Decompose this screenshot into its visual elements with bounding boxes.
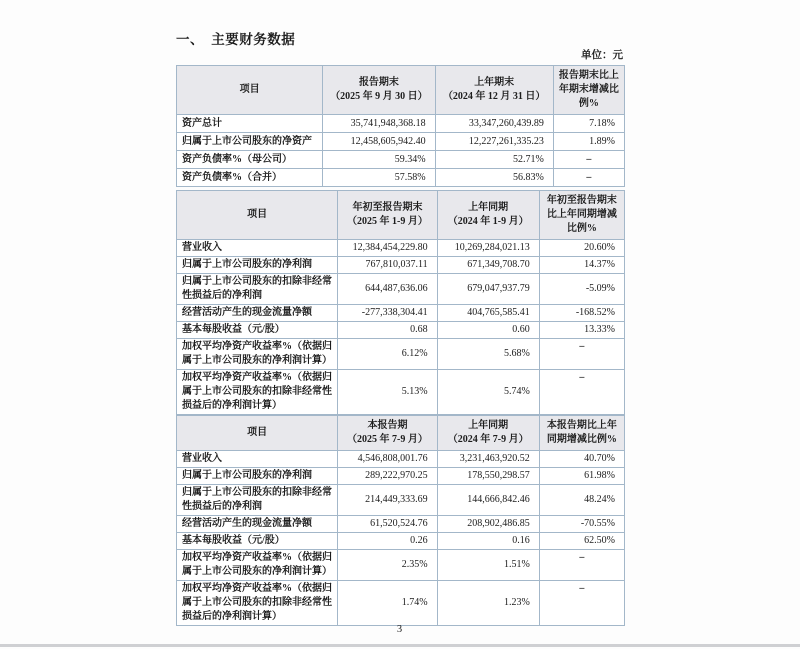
table-row (177, 240, 625, 257)
cell-value: 61.98% (539, 468, 624, 485)
table-row (177, 339, 625, 370)
row-label: 加权平均净资产收益率%（依据归属于上市公司股东的净利润计算） (177, 339, 338, 370)
cell-value: 2.35% (338, 550, 437, 581)
cell-value: 61,520,524.76 (338, 516, 437, 533)
cell-value: 671,349,708.70 (437, 257, 539, 274)
row-label: 基本每股收益（元/股） (177, 533, 338, 550)
row-label: 加权平均净资产收益率%（依据归属于上市公司股东的扣除非经常性损益后的净利润计算） (177, 370, 338, 415)
cell-value: 12,384,454,229.80 (338, 240, 437, 257)
cell-value: 5.74% (437, 370, 539, 415)
cell-value: 14.37% (539, 257, 624, 274)
cell-value: 5.13% (338, 370, 437, 415)
cell-value: 13.33% (539, 322, 624, 339)
cell-value: 35,741,948,368.18 (323, 115, 435, 133)
cell-value: 144,666,842.46 (437, 485, 539, 516)
cell-value: 1.51% (437, 550, 539, 581)
table-header-row (177, 66, 625, 115)
table-row (177, 468, 625, 485)
row-label: 归属于上市公司股东的净利润 (177, 468, 338, 485)
table-row (177, 581, 625, 626)
table-row (177, 451, 625, 468)
cell-value: 5.68% (437, 339, 539, 370)
column-header: 年初至报告期末 比上年同期增减 比例% (539, 191, 624, 240)
cell-value: -70.55% (539, 516, 624, 533)
row-label: 资产总计 (177, 115, 323, 133)
cell-value: 62.50% (539, 533, 624, 550)
row-label: 归属于上市公司股东的扣除非经常性损益后的净利润 (177, 485, 338, 516)
cell-value: 1.23% (437, 581, 539, 626)
cell-value: 59.34% (323, 151, 435, 169)
row-label: 归属于上市公司股东的净资产 (177, 133, 323, 151)
cell-value: 0.60 (437, 322, 539, 339)
cell-value: – (539, 370, 624, 415)
cell-value: 178,550,298.57 (437, 468, 539, 485)
table-row (177, 151, 625, 169)
cell-value: -277,338,304.41 (338, 305, 437, 322)
cell-value: 52.71% (435, 151, 553, 169)
table-header-row (177, 416, 625, 451)
cell-value: 679,047,937.79 (437, 274, 539, 305)
table-row (177, 115, 625, 133)
cell-value: 33,347,260,439.89 (435, 115, 553, 133)
cell-value: 767,810,037.11 (338, 257, 437, 274)
table-row (177, 305, 625, 322)
row-label: 营业收入 (177, 240, 338, 257)
cell-value: 20.60% (539, 240, 624, 257)
cell-value: -5.09% (539, 274, 624, 305)
column-header: 项目 (177, 66, 323, 115)
section-title: 一、 主要财务数据 (176, 32, 296, 47)
row-label: 营业收入 (177, 451, 338, 468)
table-row (177, 533, 625, 550)
row-label: 归属于上市公司股东的扣除非经常性损益后的净利润 (177, 274, 338, 305)
column-header: 上年期末 （2024 年 12 月 31 日） (435, 66, 553, 115)
cell-value: 7.18% (553, 115, 624, 133)
table-row (177, 169, 625, 187)
column-header: 项目 (177, 416, 338, 451)
cell-value: – (539, 581, 624, 626)
cell-value: 1.74% (338, 581, 437, 626)
row-label: 经营活动产生的现金流量净额 (177, 516, 338, 533)
column-header: 本报告期比上年 同期增减比例% (539, 416, 624, 451)
row-label: 归属于上市公司股东的净利润 (177, 257, 338, 274)
table-row (177, 370, 625, 415)
table-row (177, 550, 625, 581)
cell-value: 208,902,486.85 (437, 516, 539, 533)
unit-label: 单位：元 (581, 50, 623, 61)
table-row (177, 274, 625, 305)
cell-value: 404,765,585.41 (437, 305, 539, 322)
row-label: 基本每股收益（元/股） (177, 322, 338, 339)
cell-value: 12,458,605,942.40 (323, 133, 435, 151)
column-header: 上年同期 （2024 年 1-9 月） (437, 191, 539, 240)
row-label: 加权平均净资产收益率%（依据归属于上市公司股东的扣除非经常性损益后的净利润计算） (177, 581, 338, 626)
page-bottom-edge-line (0, 644, 800, 647)
column-header: 上年同期 （2024 年 7-9 月） (437, 416, 539, 451)
cell-value: 12,227,261,335.23 (435, 133, 553, 151)
table-row (177, 516, 625, 533)
cell-value: 0.16 (437, 533, 539, 550)
table-row (177, 322, 625, 339)
financial-table-year-to-date (176, 190, 625, 415)
column-header: 本报告期 （2025 年 7-9 月） (338, 416, 437, 451)
cell-value: 289,222,970.25 (338, 468, 437, 485)
cell-value: 10,269,284,021.13 (437, 240, 539, 257)
table-header-row (177, 191, 625, 240)
financial-table-period-end (176, 65, 625, 187)
page-number: 3 (396, 624, 403, 635)
cell-value: – (539, 339, 624, 370)
cell-value: 214,449,333.69 (338, 485, 437, 516)
cell-value: 1.89% (553, 133, 624, 151)
table-row (177, 133, 625, 151)
cell-value: 6.12% (338, 339, 437, 370)
column-header: 报告期末 （2025 年 9 月 30 日） (323, 66, 435, 115)
column-header: 报告期末比上 年期末增减比 例% (553, 66, 624, 115)
cell-value: 644,487,636.06 (338, 274, 437, 305)
financial-table-current-quarter (176, 415, 625, 626)
cell-value: 48.24% (539, 485, 624, 516)
cell-value: 0.68 (338, 322, 437, 339)
row-label: 资产负债率%（母公司） (177, 151, 323, 169)
cell-value: 4,546,808,001.76 (338, 451, 437, 468)
table-row (177, 485, 625, 516)
cell-value: 40.70% (539, 451, 624, 468)
table-row (177, 257, 625, 274)
cell-value: -168.52% (539, 305, 624, 322)
cell-value: – (553, 151, 624, 169)
cell-value: 0.26 (338, 533, 437, 550)
column-header: 项目 (177, 191, 338, 240)
cell-value: – (553, 169, 624, 187)
cell-value: – (539, 550, 624, 581)
row-label: 加权平均净资产收益率%（依据归属于上市公司股东的净利润计算） (177, 550, 338, 581)
cell-value: 3,231,463,920.52 (437, 451, 539, 468)
row-label: 资产负债率%（合并） (177, 169, 323, 187)
row-label: 经营活动产生的现金流量净额 (177, 305, 338, 322)
cell-value: 57.58% (323, 169, 435, 187)
cell-value: 56.83% (435, 169, 553, 187)
column-header: 年初至报告期末 （2025 年 1-9 月） (338, 191, 437, 240)
